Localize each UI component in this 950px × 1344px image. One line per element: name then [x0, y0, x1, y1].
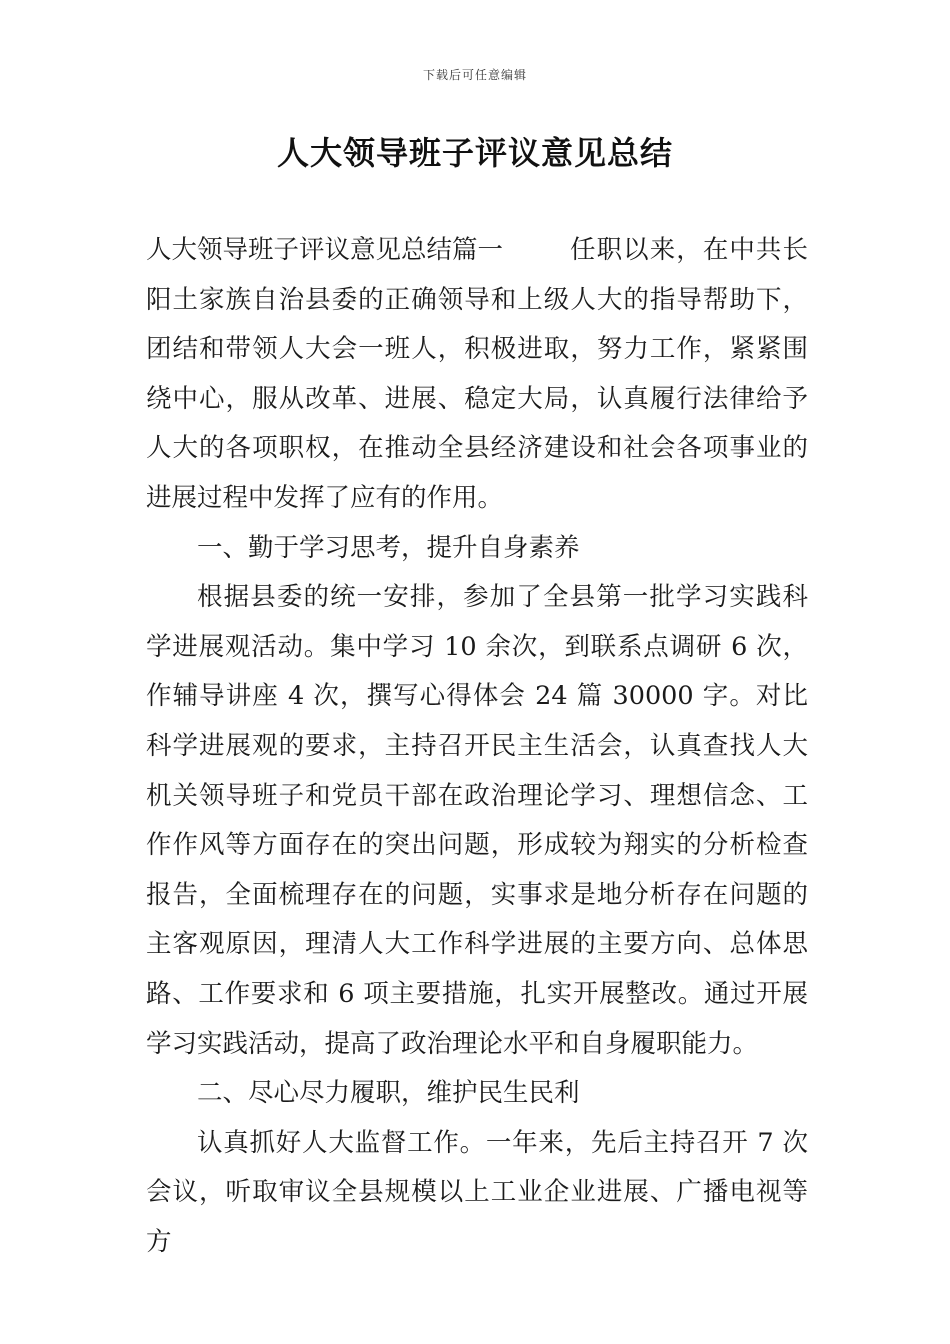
- section-heading-2: 二、尽心尽力履职，维护民生民利: [197, 1078, 580, 1109]
- document-title: 人大领导班子评议意见总结: [276, 134, 673, 172]
- intro-text: 任职以来，在中共长阳土家族自治县委的正确领导和上级人大的指导帮助下，团结和带领人大会一班人，积极进取，努力工作，紧紧围绕中心，服从改革、进展、稳定大局，认真履行法律给予人大的各项职权，在推动全县经济建设和社会各项事业的进展过程中发挥了应有的作用。: [146, 235, 808, 513]
- paragraph-1: 根据县委的统一安排，参加了全县第一批学习实践科学进展观活动。集中学习 10 余次，到联系点调研 6 次，作辅导讲座 4 次，撰写心得体会 24 篇 30000 字。对比科学进展观的要求，主持召开民主生活会，认真查找人大机关领导班子和党员干部在政治理论学习、理想信念、工作作风等方面存在的突出问题，形成较为翔实的分析检查报告，全面梳理存在的问题，实事求是地分析存在问题的主客观原因，理清人大工作科学进展的主要方向、总体思路、工作要求和 6 项主要措施，扎实开展整改。通过开展学习实践活动，提高了政治理论水平和自身履职能力。: [146, 582, 808, 1059]
- section-label: 人大领导班子评议意见总结篇一: [146, 235, 504, 265]
- document-body: [146, 226, 808, 1267]
- header-note: 下载后可任意编辑: [422, 68, 527, 82]
- paragraph-2: 认真抓好人大监督工作。一年来，先后主持召开 7 次会议，听取审议全县规模以上工业企业进展、广播电视等方: [146, 1127, 808, 1257]
- intro-paragraph: [146, 226, 808, 524]
- section-heading-1: 一、勤于学习思考，提升自身素养: [197, 532, 580, 563]
